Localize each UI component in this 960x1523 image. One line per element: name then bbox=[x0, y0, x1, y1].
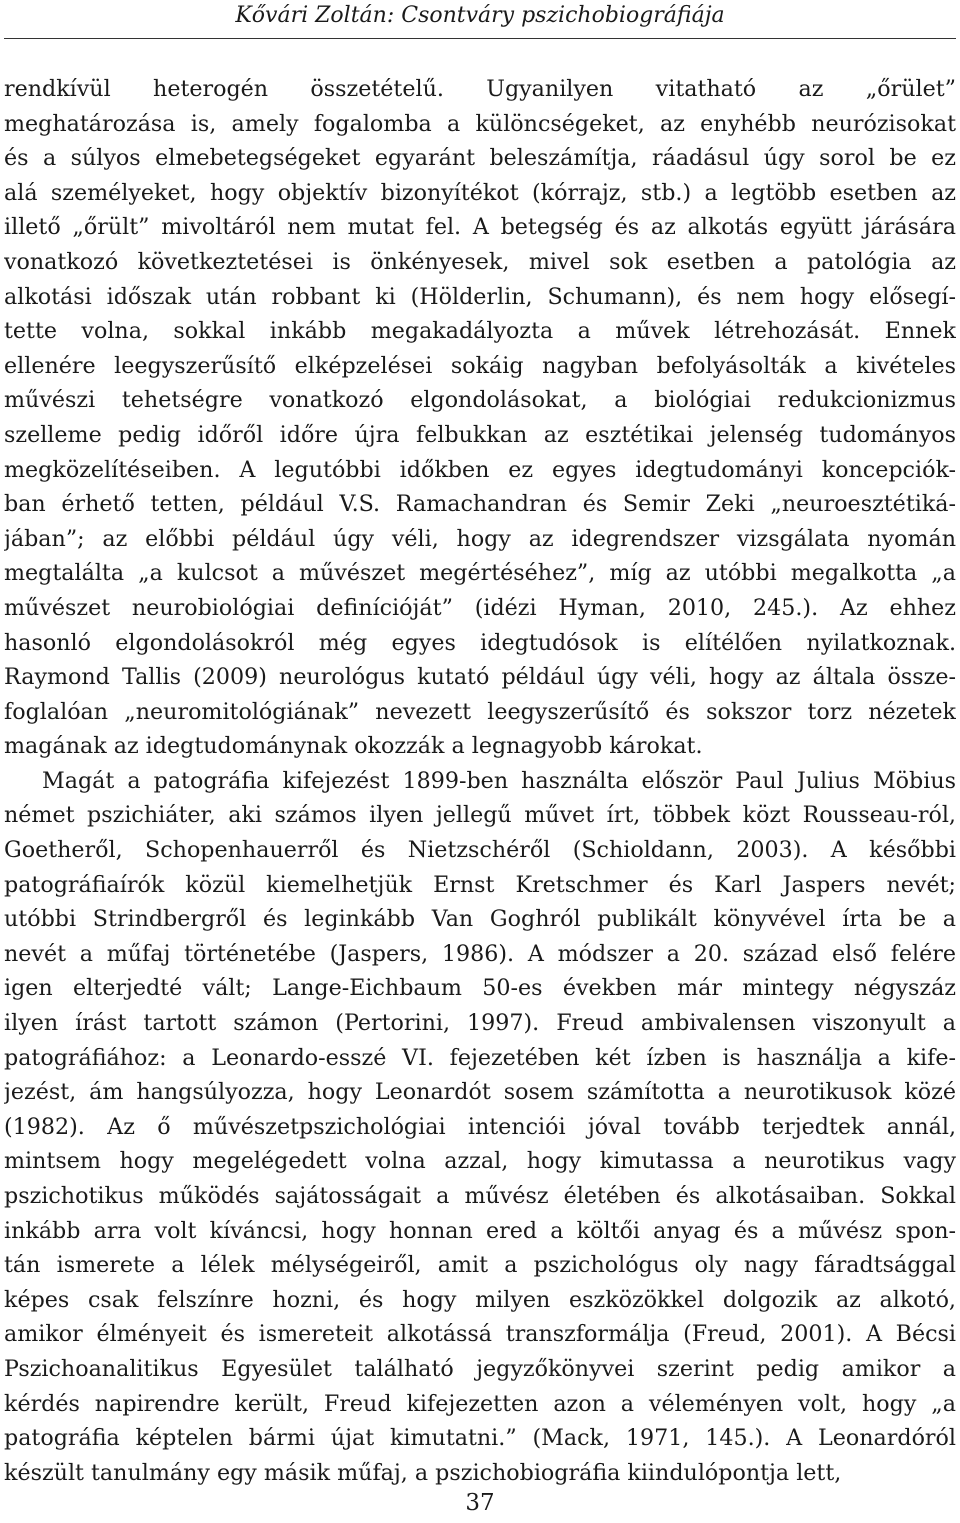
text-line: patográfia képtelen bármi újat kimutatni.” (Mack, 1971, 145.). A Leonardóról bbox=[4, 1425, 956, 1452]
text-line: szelleme pedig időről időre újra felbukkan az esztétikai jelenség tudományos bbox=[4, 421, 956, 448]
text-line: jezést, ám hangsúlyozza, hogy Leonardót sosem számította a neurotikusok közé bbox=[4, 1079, 956, 1106]
text-line: megtalálta „a kulcsot a művészet megértéséhez”, míg az utóbbi megalkotta „a bbox=[4, 560, 956, 587]
text-line: megközelítéseiben. A legutóbbi időkben ez egyes idegtudományi koncepciók- bbox=[4, 456, 956, 483]
text-line: inkább arra volt kíváncsi, hogy honnan ered a költői anyag és a művész spon- bbox=[4, 1217, 956, 1244]
text-line: pszichotikus működés sajátosságait a művész életében és alkotásaiban. Sokkal bbox=[4, 1183, 956, 1209]
text-line: patográfiaírók közül kiemelhetjük Ernst Kretschmer és Karl Jaspers nevét; bbox=[4, 871, 956, 898]
text-line: igen elterjedté vált; Lange-Eichbaum 50-es években már mintegy négyszáz bbox=[4, 975, 956, 1002]
text-line: képes csak felszínre hozni, és hogy milyen eszközökkel dolgozik az alkotó, bbox=[4, 1286, 956, 1313]
text-line: (1982). Az ő művészetpszichológiai intenciói jóval tovább terjedtek annál, bbox=[4, 1113, 956, 1140]
text-line: jában”; az előbbi például úgy véli, hogy az idegrendszer vizsgálata nyomán bbox=[4, 525, 956, 552]
text-line: alá személyeket, hogy objektív bizonyítékot (kórrajz, stb.) a legtöbb esetben az bbox=[4, 179, 956, 206]
text-line: utóbbi Strindbergről és leginkább Van Goghról publikált könyvével írta be a bbox=[4, 906, 956, 933]
text-line: rendkívül heterogén összetételű. Ugyanilyen vitatható az „őrület” bbox=[4, 76, 956, 102]
page-number: 37 bbox=[465, 1490, 495, 1516]
text-line: művészet neurobiológiai definícióját” (idézi Hyman, 2010, 245.). Az ehhez bbox=[4, 594, 956, 621]
text-line: készült tanulmány egy másik műfaj, a pszichobiográfia kiindulópontja lett, bbox=[4, 1459, 842, 1486]
text-line: vonatkozó következtetései is önkényesek, mivel sok esetben a patológia az bbox=[4, 248, 956, 275]
text-line: ellenére leegyszerűsítő elképzelései sokáig nagyban befolyásolták a kivételes bbox=[4, 352, 956, 379]
text-line: magának az idegtudománynak okozzák a legnagyobb károkat. bbox=[4, 733, 703, 760]
text-line: Pszichoanalitikus Egyesület található jegyzőkönyvei szerint pedig amikor a bbox=[4, 1355, 956, 1382]
text-line: tette volna, sokkal inkább megakadályozta a művek létrehozását. Ennek bbox=[4, 318, 956, 345]
text-line: foglalóan „neuromitológiának” nevezett leegyszerűsítő és sokszor torz nézetek bbox=[4, 698, 956, 725]
text-line: hasonló elgondolásokról még egyes idegtudósok is elítélően nyilatkoznak. bbox=[4, 629, 956, 656]
running-title: Kővári Zoltán: Csontváry pszichobiográfiája bbox=[235, 3, 725, 28]
text-line: amikor élményeit és ismereteit alkotássá transzformálja (Freud, 2001). A Bécsi bbox=[4, 1321, 956, 1348]
text-line: Raymond Tallis (2009) neurológus kutató például úgy véli, hogy az általa össze- bbox=[4, 664, 956, 691]
text-line: és a súlyos elmebetegségeket egyaránt beleszámítja, ráadásul úgy sorol be ez bbox=[4, 145, 956, 172]
text-line: illető „őrült” mivoltáról nem mutat fel. A betegség és az alkotás együtt járására bbox=[4, 214, 956, 241]
text-line: nevét a műfaj történetébe (Jaspers, 1986). A módszer a 20. század első felére bbox=[4, 940, 956, 967]
text-line: művészi tehetségre vonatkozó elgondolásokat, a biológiai redukcionizmus bbox=[4, 387, 956, 414]
text-line: meghatározása is, amely fogalomba a különcségeket, az enyhébb neurózisokat bbox=[4, 110, 956, 137]
text-line: ban érhető tetten, például V.S. Ramachandran és Semir Zeki „neuroesztétiká- bbox=[4, 491, 956, 518]
text-line: mintsem hogy megelégedett volna azzal, hogy kimutassa a neurotikus vagy bbox=[4, 1148, 956, 1175]
text-line: ilyen írást tartott számon (Pertorini, 1997). Freud ambivalensen viszonyult a bbox=[4, 1010, 956, 1037]
text-line: patográfiához: a Leonardo-esszé VI. fejezetében két ízben is használja a kife- bbox=[4, 1044, 956, 1071]
text-line: Goetheről, Schopenhauerről és Nietzschéről (Schioldann, 2003). A későbbi bbox=[4, 837, 956, 864]
text-line: tán ismerete a lélek mélységeiről, amit a pszichológus oly nagy fáradtsággal bbox=[4, 1252, 956, 1279]
body-text bbox=[4, 72, 956, 1490]
text-line: alkotási időszak után robbant ki (Hölderlin, Schumann), és nem hogy elősegí- bbox=[4, 283, 956, 310]
text-line: német pszichiáter, aki számos ilyen jellegű művet írt, többek közt Rousseau-ról, bbox=[4, 802, 956, 829]
text-line: Magát a patográfia kifejezést 1899-ben használta először Paul Julius Möbius bbox=[42, 767, 956, 794]
text-line: kérdés napirendre került, Freud kifejezetten azon a véleményen volt, hogy „a bbox=[4, 1390, 956, 1417]
header-rule bbox=[4, 38, 956, 39]
